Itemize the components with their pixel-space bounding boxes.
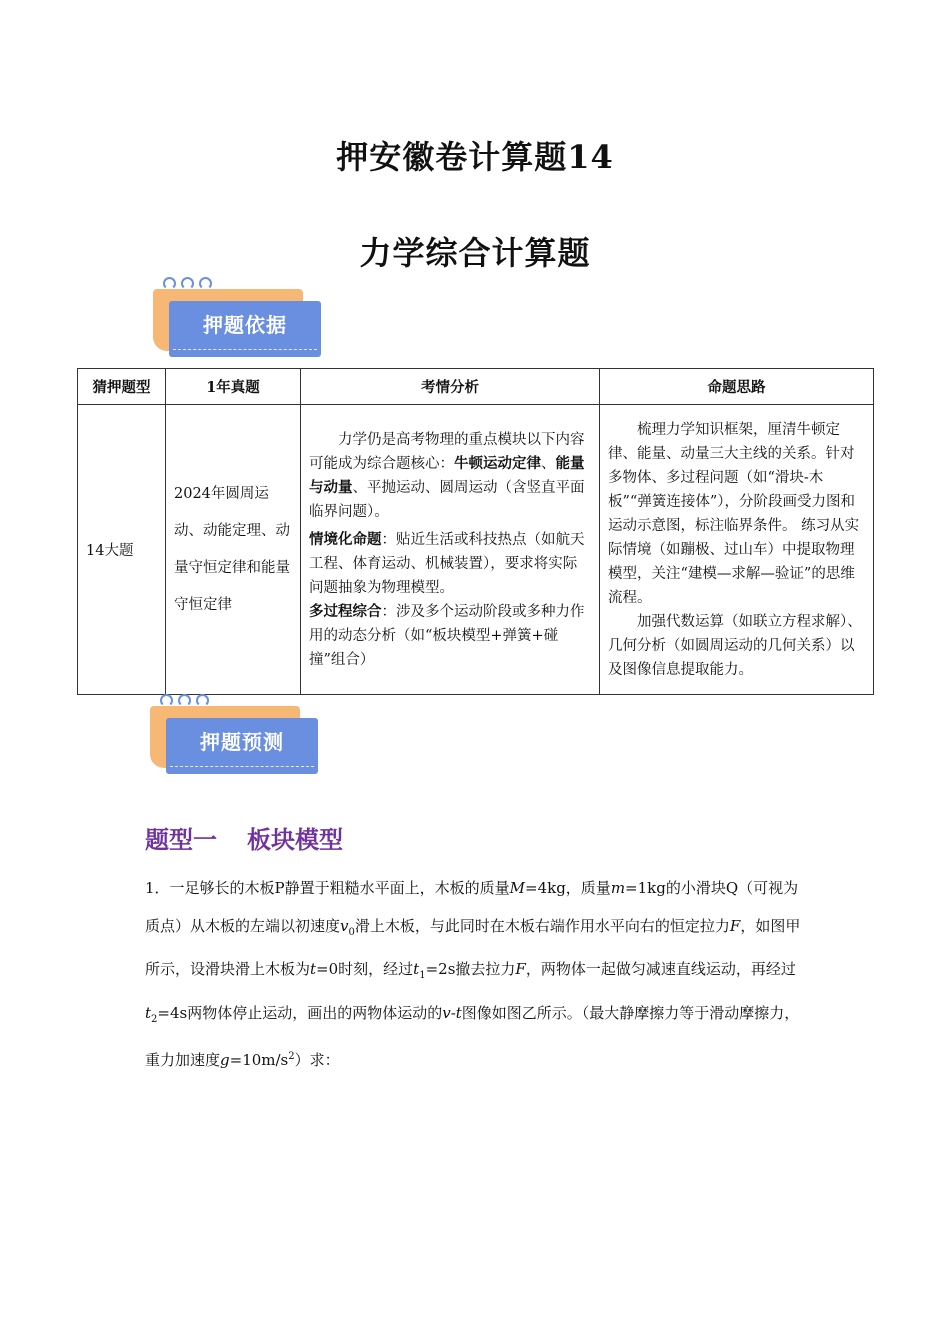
analysis-para-2: 情境化命题：贴近生活或科技热点（如航天工程、体育运动、机械装置），要求将实际问题抽象为物理模型。 [309, 531, 585, 596]
predict-badge [150, 692, 330, 782]
basis-badge [153, 275, 333, 365]
predict-badge-label: 押题预测 [200, 730, 284, 754]
header-analysis: 考情分析 [301, 369, 600, 405]
header-type: 猜押题型 [78, 369, 166, 405]
idea-para-1: 梳理力学知识框架，厘清牛顿定律、能量、动量三大主线的关系。针对多物体、多过程问题（如“滑块-木板”“弹簧连接体”），分阶段画受力图和运动示意图，标注临界条件。 练习从实际情境（如蹦极、过山车）中提取物理模型，关注“建模—求解—验证”的思维流程。 [608, 421, 860, 606]
section-heading [145, 820, 343, 855]
section-label: 题型一 [145, 826, 217, 854]
problem-text: 1．一足够长的木板P静置于粗糙水平面上，木板的质量M=4kg，质量m=1kg的小滑块Q（可视为质点）从木板的左端以初速度$v_0$滑上木板，与此同时在木板右端作用水平向右的恒定拉力F，如图甲所示，设滑块滑上木板为t=0时刻，经过$t_1=2s$撤去拉力F，两物体一起做匀减速直线运动，再经过$t_2=4s$两物体停止运动，画出的两物体运动的v-t图像如图乙所示。（最大静摩擦力等于滑动摩擦力，重力加速度$g=10m/s^2$）求： [145, 879, 801, 1069]
cell-exam: 2024年圆周运动、动能定理、动量守恒定律和能量守恒定律 [166, 405, 301, 695]
cell-analysis [301, 405, 600, 695]
table-row [78, 405, 874, 695]
basis-badge-label: 押题依据 [203, 313, 287, 337]
analysis-para-1: 力学仍是高考物理的重点模块以下内容可能成为综合题核心：牛顿运动定律、能量与动量、平抛运动、圆周运动（含竖直平面临界问题）。 [309, 431, 585, 520]
problem-1 [145, 870, 805, 1080]
header-idea: 命题思路 [600, 369, 874, 405]
cell-type: 14大题 [78, 405, 166, 695]
idea-para-2: 加强代数运算（如联立方程求解）、几何分析（如圆周运动的几何关系）以及图像信息提取能力。 [608, 613, 862, 678]
section-name: 板块模型 [247, 826, 343, 854]
basis-table [77, 368, 874, 695]
page-title: 押安徽卷计算题14 [336, 138, 614, 176]
analysis-para-3: 多过程综合：涉及多个运动阶段或多种力作用的动态分析（如“板块模型+弹簧+碰撞”组合） [309, 603, 585, 668]
header-exam: 1年真题 [166, 369, 301, 405]
table-header-row [78, 369, 874, 405]
page-subtitle: 力学综合计算题 [359, 234, 591, 272]
cell-idea [600, 405, 874, 695]
